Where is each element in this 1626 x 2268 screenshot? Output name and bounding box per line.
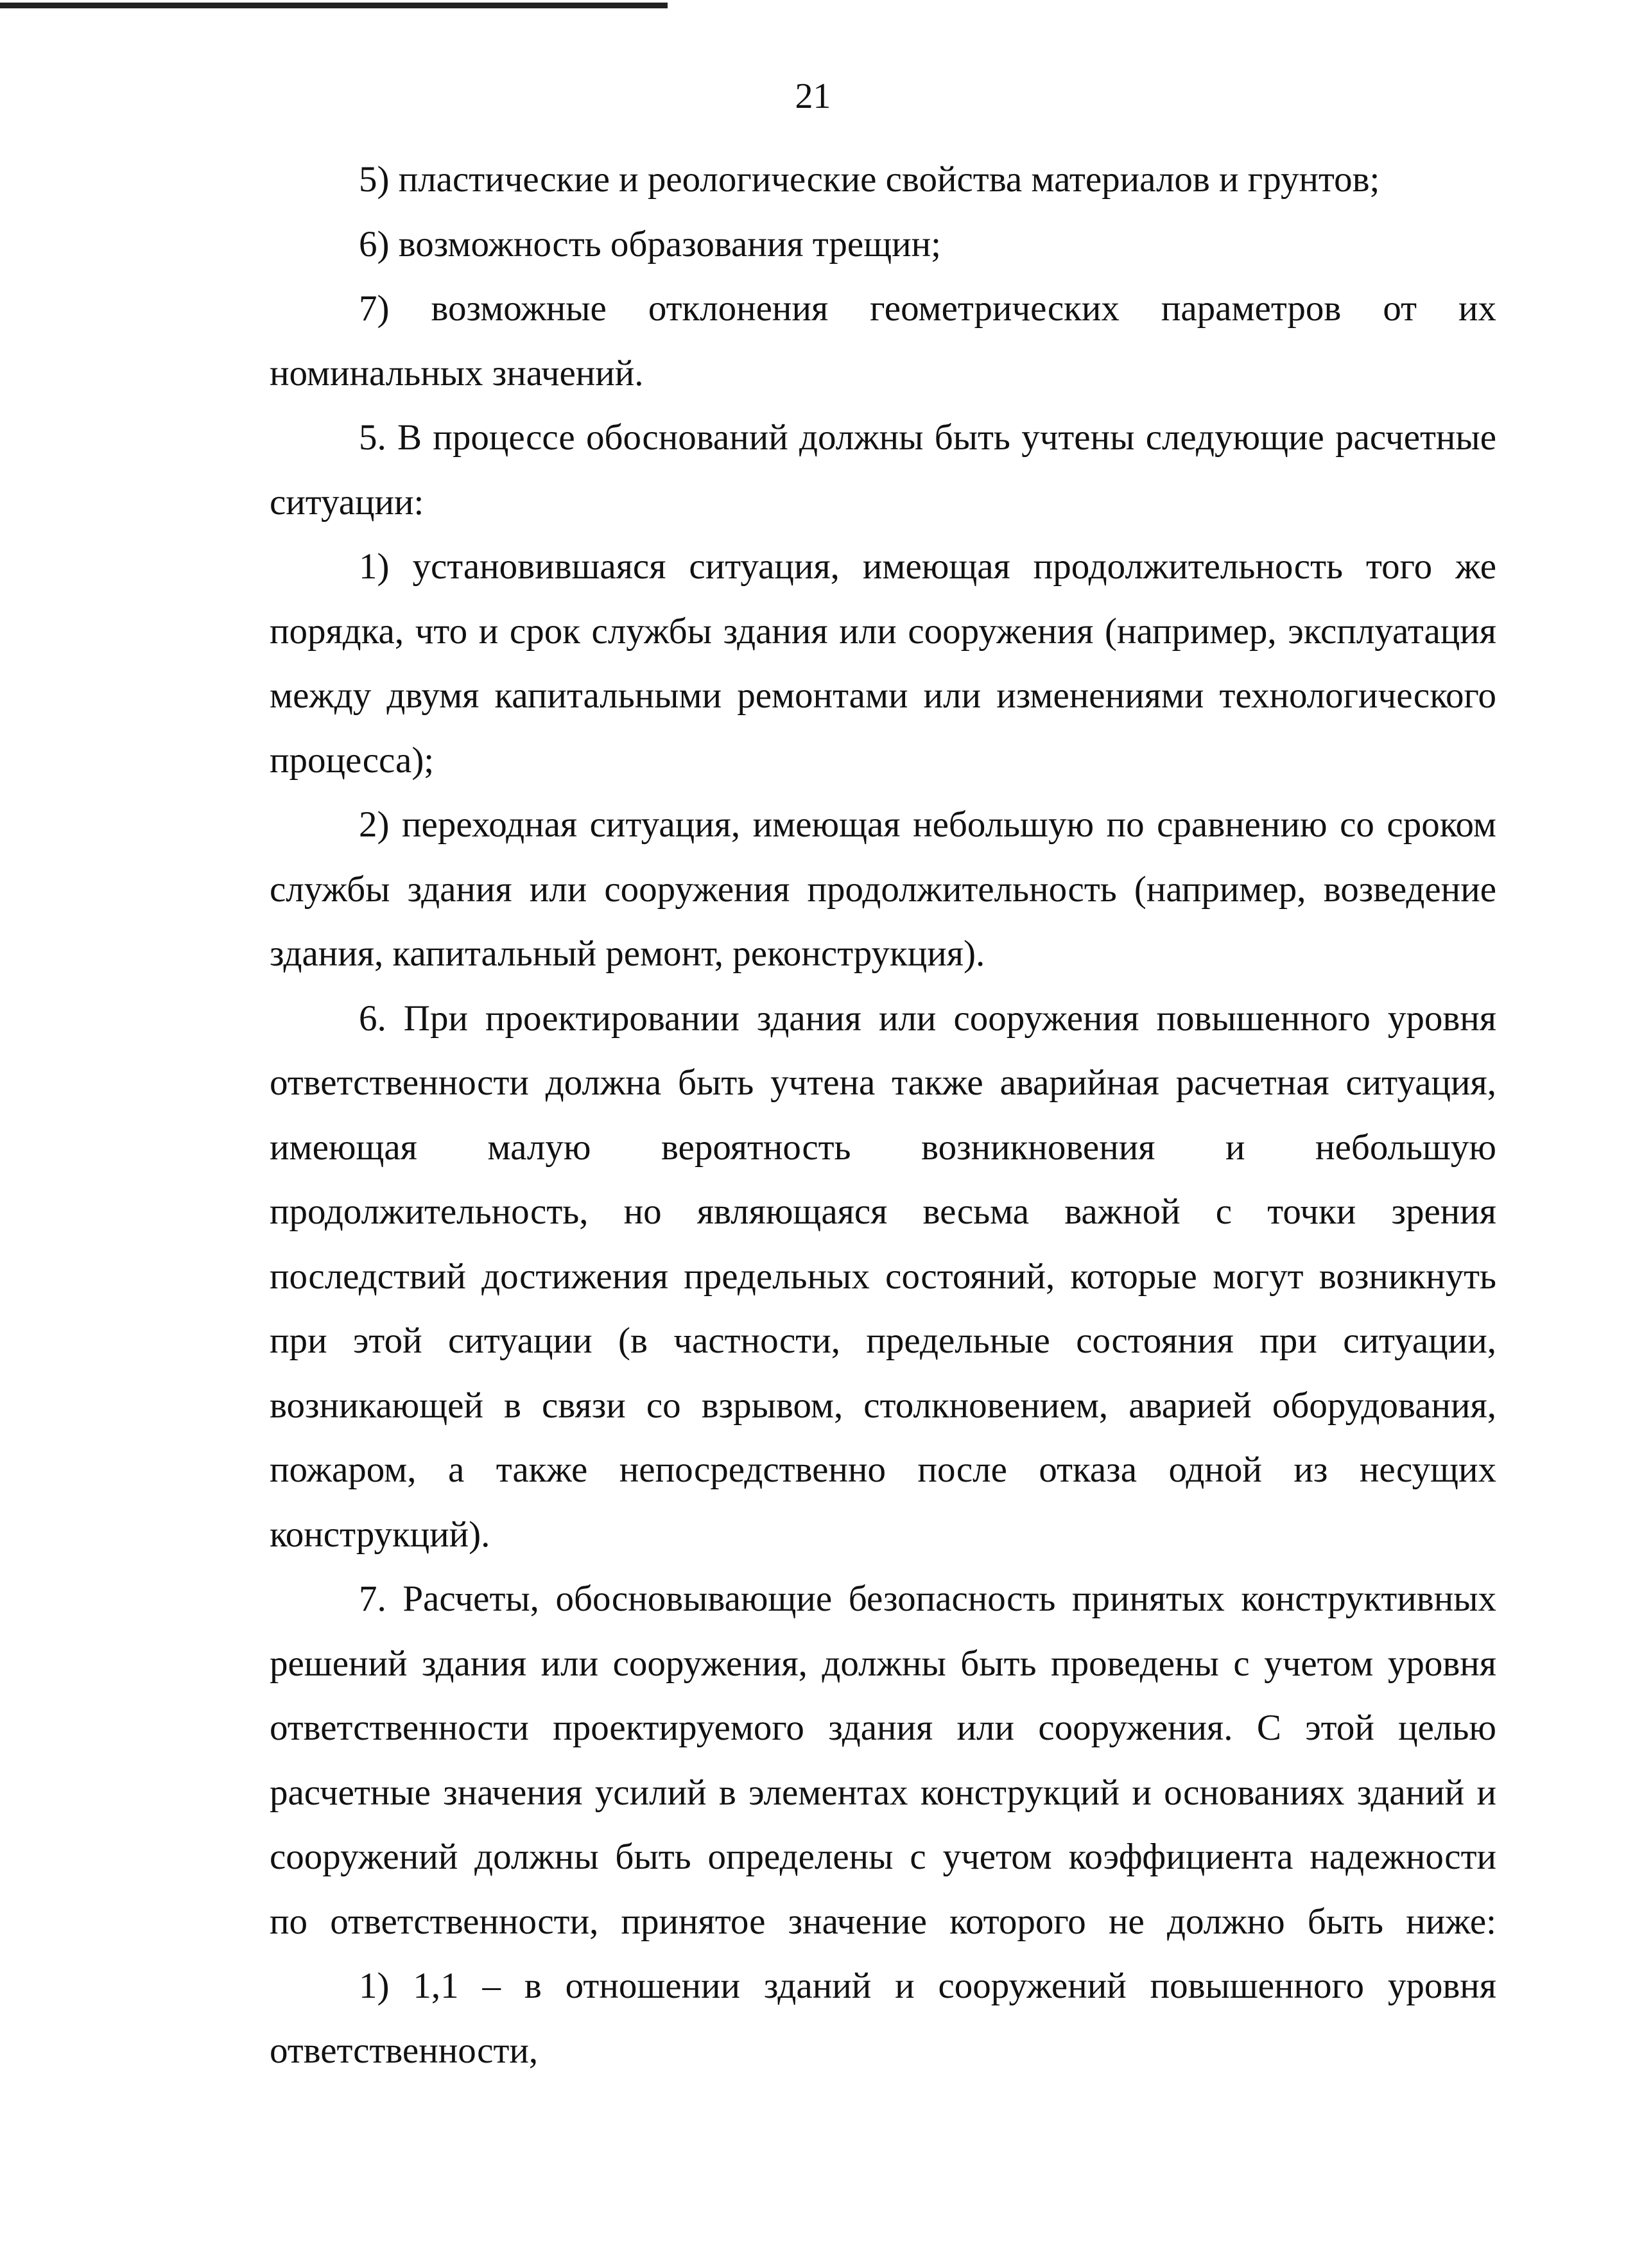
page-number: 21 (795, 76, 831, 116)
text-line: при этой ситуации (в частности, предельные состояния при ситуации, (270, 1320, 1496, 1361)
text-line: решений здания или сооружения, должны быть проведены с учетом уровня (270, 1643, 1496, 1684)
text-line: пожаром, а также непосредственно после отказа одной из несущих (270, 1450, 1496, 1490)
text-line: 1) установившаяся ситуация, имеющая продолжительность того же (359, 546, 1496, 587)
text-line: 5) пластические и реологические свойства материалов и грунтов; (359, 159, 1380, 200)
document-body (270, 148, 1496, 2083)
text-line: процесса); (270, 740, 435, 781)
text-line: ответственности должна быть учтена также аварийная расчетная ситуация, (270, 1062, 1496, 1103)
text-line: ответственности, (270, 2030, 539, 2071)
text-line: расчетные значения усилий в элементах конструкций и основаниях зданий и (270, 1772, 1496, 1813)
text-line: имеющая малую вероятность возникновения и небольшую (270, 1127, 1496, 1168)
text-line: 7. Расчеты, обосновывающие безопасность принятых конструктивных (359, 1579, 1496, 1619)
text-line: последствий достижения предельных состояний, которые могут возникнуть (270, 1256, 1496, 1297)
text-line: порядка, что и срок службы здания или сооружения (например, эксплуатация (270, 610, 1496, 652)
text-line: номинальных значений. (270, 352, 644, 394)
text-line: возникающей в связи со взрывом, столкновением, аварией оборудования, (270, 1385, 1496, 1426)
text-line: продолжительность, но являющаяся весьма важной с точки зрения (270, 1191, 1496, 1232)
text-line: здания, капитальный ремонт, реконструкция). (270, 933, 985, 974)
text-line: конструкций). (270, 1514, 490, 1555)
text-line: между двумя капитальными ремонтами или изменениями технологического (270, 675, 1496, 716)
text-line: сооружений должны быть определены с учетом коэффициента надежности (270, 1837, 1496, 1877)
text-line: 6. При проектировании здания или сооружения повышенного уровня (359, 998, 1496, 1039)
text-line: 5. В процессе обоснований должны быть учтены следующие расчетные (359, 417, 1496, 458)
text-line: 1) 1,1 – в отношении зданий и сооружений повышенного уровня (359, 1966, 1496, 2006)
scan-edge-mark (0, 3, 668, 8)
text-line: ситуации: (270, 481, 424, 523)
text-line: 7) возможные отклонения геометрических параметров от их (359, 288, 1496, 329)
text-line: 2) переходная ситуация, имеющая небольшую по сравнению со сроком (359, 804, 1496, 845)
text-line: по ответственности, принятое значение которого не должно быть ниже: (270, 1901, 1496, 1942)
text-line: 6) возможность образования трещин; (359, 223, 941, 264)
text-line: службы здания или сооружения продолжительность (например, возведение (270, 869, 1496, 910)
text-line: ответственности проектируемого здания или сооружения. С этой целью (270, 1708, 1496, 1748)
